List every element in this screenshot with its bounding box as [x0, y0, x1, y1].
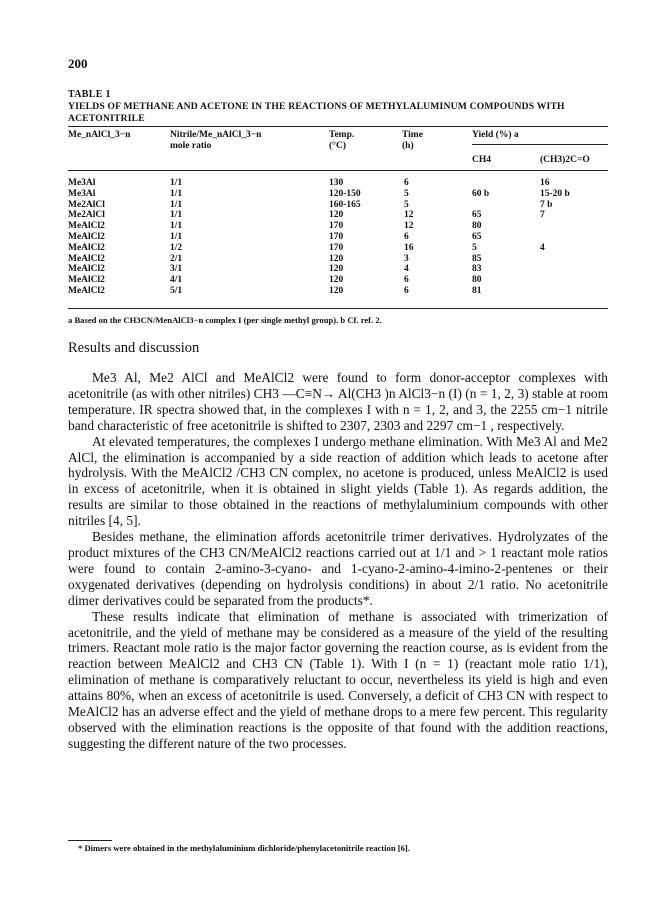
table-cell-temp: 170 [329, 242, 344, 253]
paragraph: Me3 Al, Me2 AlCl and MeAlCl2 were found to form donor-acceptor complexes with acetonitrile (as with other nitriles) CH3 —C≡N→ Al(CH3 )n AlCl3−n (I) (n = 1, 2, 3) stable at room temperature. IR spectra showed that, in the complexes I with n = 1, 2, and 3, the 2255 cm−1 nitrile band characteristic of free acetonitrile is shifted to 2307, 2303 and 2297 cm−1 , respectively. [68, 370, 608, 433]
table-caption: YIELDS OF METHANE AND ACETONE IN THE REACTIONS OF METHYLALUMINUM COMPOUNDS WITH ACETONITRILE [68, 101, 565, 124]
table-cell-compound: MeAlCl2 [68, 264, 105, 275]
table-footnote: a Based on the CH3CN/MenAlCl3−n complex I (per single methyl group). b Cf. ref. 2. [68, 315, 382, 325]
yield-subrule [472, 144, 608, 145]
table-cell-acetone: 15-20 b [540, 188, 570, 199]
table-cell-time: 5 [404, 199, 409, 210]
table-cell-ratio: 5/1 [170, 286, 183, 296]
section-heading: Results and discussion [68, 340, 200, 356]
table-cell-compound: Me2AlCl [68, 199, 105, 210]
header-temp-line1: Temp. [329, 130, 355, 140]
table-cell-ratio: 1/1 [170, 232, 183, 242]
table-cell-compound: Me2AlCl [68, 210, 105, 221]
table-cell-compound: MeAlCl2 [68, 275, 105, 286]
table-top-rule [68, 126, 608, 127]
table-cell-time: 6 [404, 275, 409, 286]
table-cell-ch4: 81 [472, 286, 482, 296]
table-cell-compound: Me3Al [68, 178, 96, 188]
table-cell-ratio: 1/1 [170, 221, 183, 232]
header-temp-line2: (°C) [329, 141, 346, 151]
table-cell-time: 6 [404, 286, 409, 296]
table-label: TABLE 1 [68, 89, 111, 100]
table-cell-temp: 170 [329, 232, 344, 242]
table-cell-ch4: 80 [472, 221, 482, 232]
table-cell-ratio: 1/2 [170, 242, 183, 253]
table-cell-compound: MeAlCl2 [68, 221, 105, 232]
table-cell-temp: 120 [329, 253, 344, 264]
table-cell-compound: MeAlCl2 [68, 286, 105, 296]
paragraph: At elevated temperatures, the complexes I undergo methane elimination. With Me3 Al and Me2 AlCl, the elimination is accompanied by a side reaction of addition which leads to acetone after hydrolysis. With the MeAlCl2 /CH3 CN complex, no acetone is produced, unless MeAlCl2 is used in excess of acetonitrile, when it is obtained in slight yields (Table 1). As regards addition, the results are similar to those obtained in the reactions of methylaluminium compounds with other nitriles [4, 5]. [68, 433, 608, 529]
table-cell-time: 5 [404, 188, 409, 199]
table-cell-ratio: 1/1 [170, 178, 183, 188]
table-cell-time: 16 [404, 242, 414, 253]
table-cell-ratio: 1/1 [170, 210, 183, 221]
table-cell-ratio: 4/1 [170, 275, 183, 286]
table-cell-temp: 120 [329, 275, 344, 286]
table-cell-compound: Me3Al [68, 188, 96, 199]
table-bottom-rule [68, 308, 608, 309]
table-cell-temp: 120 [329, 264, 344, 275]
table-cell-time: 6 [404, 178, 409, 188]
page-number: 200 [68, 56, 88, 71]
table-cell-ratio: 1/1 [170, 188, 183, 199]
table-cell-ch4: 83 [472, 264, 482, 275]
table-cell-time: 3 [404, 253, 409, 264]
table-cell-ratio: 3/1 [170, 264, 183, 275]
table-cell-time: 12 [404, 221, 414, 232]
table-cell-compound: MeAlCl2 [68, 232, 105, 242]
table-cell-temp: 120 [329, 210, 344, 221]
table-cell-ratio: 1/1 [170, 199, 183, 210]
header-ratio-line1: Nitrile/Me_nAlCl_3−n [170, 130, 262, 140]
header-yield: Yield (%) a [472, 130, 519, 140]
table-cell-acetone: 7 [540, 210, 545, 221]
table-cell-acetone: 7 b [540, 199, 553, 210]
header-time-line2: (h) [402, 141, 414, 151]
table-cell-ch4: 60 b [472, 188, 490, 199]
table-cell-time: 6 [404, 232, 409, 242]
table-cell-temp: 170 [329, 221, 344, 232]
table-cell-temp: 120 [329, 286, 344, 296]
table-cell-ch4: 65 [472, 232, 482, 242]
header-time-line1: Time [402, 130, 423, 140]
table-cell-ch4: 85 [472, 253, 482, 264]
footnote-rule [68, 840, 112, 841]
table-header-rule [68, 170, 608, 171]
table-cell-temp: 130 [329, 178, 344, 188]
paragraph: Besides methane, the elimination affords acetonitrile trimer derivatives. Hydrolyzates of the product mixtures of the CH3 CN/MeAlCl2 reactions carried out at 1/1 and > 1 reactant mole ratios were found to contain 2-amino-3-cyano- and 1-cyano-2-amino-4-imino-2-pentenes or their oxygenated derivatives (depending on hydrolysis conditions) in about 2/1 ratio. No acetonitrile dimer derivatives could be separated from the products*. [68, 529, 608, 608]
table-cell-compound: MeAlCl2 [68, 242, 105, 253]
table-cell-ratio: 2/1 [170, 253, 183, 264]
table-cell-temp: 160-165 [329, 199, 361, 210]
table-cell-compound: MeAlCl2 [68, 253, 105, 264]
paragraph: These results indicate that elimination of methane is associated with trimerization of acetonitrile, and the yield of methane may be considered as a measure of the yield of the resulting trimers. Reactant mole ratio is the major factor governing the reaction course, as is evident from the reaction between MeAlCl2 and CH3 CN (Table 1). With I (n = 1) (reactant mole ratio 1/1), elimination of methane is comparatively reluctant to occur, nevertheless its yield is high and even attains 80%, when an excess of acetonitrile is used. Conversely, a deficit of CH3 CN with respect to MeAlCl2 has an adverse effect and the yield of methane drops to a mere few percent. This regularity observed with the elimination reactions is the opposite of that found with the addition reactions, suggesting the different nature of the two processes. [68, 608, 608, 751]
table-cell-time: 4 [404, 264, 409, 275]
table-cell-time: 12 [404, 210, 414, 221]
body-text [68, 370, 608, 752]
table-cell-ch4: 80 [472, 275, 482, 286]
header-ratio-line2: mole ratio [170, 141, 212, 151]
header-acetone: (CH3)2C=O [540, 155, 590, 165]
header-ch4: CH4 [472, 155, 491, 165]
table-cell-acetone: 16 [540, 178, 550, 188]
table-cell-ch4: 5 [472, 242, 477, 253]
table-cell-temp: 120-150 [329, 188, 361, 199]
header-compound: Me_nAlCl_3−n [68, 130, 131, 140]
table-cell-ch4: 65 [472, 210, 482, 221]
page-footnote: * Dimers were obtained in the methylaluminium dichloride/phenylacetonitrile reaction [6]. [78, 843, 410, 853]
table-cell-acetone: 4 [540, 242, 545, 253]
